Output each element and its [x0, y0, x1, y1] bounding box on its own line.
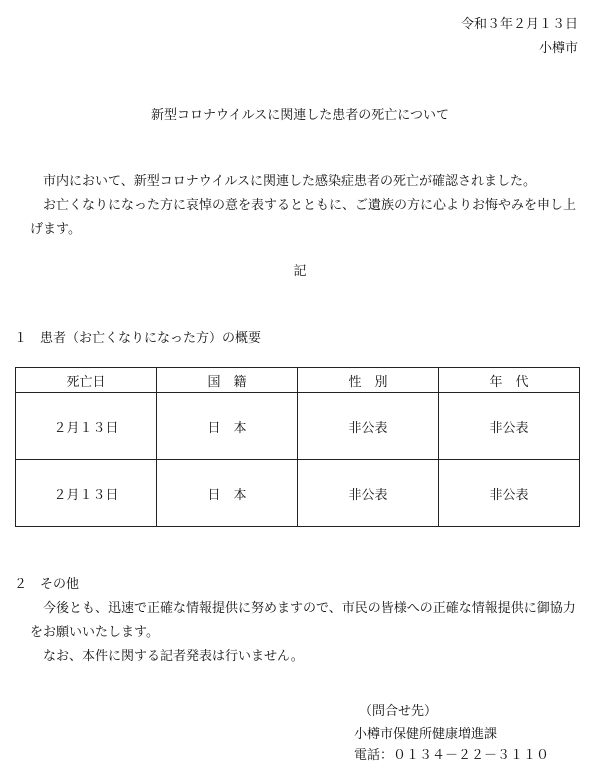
- table-row: [16, 460, 580, 527]
- header-sex: 性 別: [298, 368, 439, 393]
- cell-age-group: 非公表: [439, 393, 580, 460]
- document-title: 新型コロナウイルスに関連した患者の死亡について: [151, 108, 449, 123]
- header-death-date: 死亡日: [16, 368, 157, 393]
- patient-table: [15, 367, 580, 527]
- cell-nationality: 日 本: [157, 460, 298, 527]
- intro-paragraph-2: お亡くなりになった方に哀悼の意を表するとともに、ご遺族の方に心よりお悔やみを申し上げます。: [30, 198, 577, 237]
- document-date: 令和３年２月１３日: [460, 17, 578, 32]
- ki-marker: 記: [293, 264, 307, 279]
- header-nationality: 国 籍: [157, 368, 298, 393]
- issuer-name: 小樽市: [538, 41, 578, 56]
- table-header-row: [16, 368, 580, 393]
- contact-department: 小樽市保健所健康増進課: [354, 727, 498, 742]
- cell-age-group: 非公表: [439, 460, 580, 527]
- contact-label: （問合せ先）: [359, 704, 438, 719]
- cell-death-date: ２月１３日: [16, 393, 157, 460]
- intro-paragraph-1: 市内において、新型コロナウイルスに関連した感染症患者の死亡が確認されました。: [43, 174, 536, 189]
- table-row: [16, 393, 580, 460]
- cell-death-date: ２月１３日: [16, 460, 157, 527]
- cell-sex: 非公表: [298, 393, 439, 460]
- section-1-heading: １ 患者（お亡くなりになった方）の概要: [14, 331, 262, 346]
- section-2-paragraph-1: 今後とも、迅速で正確な情報提供に努めますので、市民の皆様への正確な情報提供に御協力をお願いいたします。: [30, 601, 576, 640]
- section-2-paragraph-2: なお、本件に関する記者発表は行いません。: [43, 649, 304, 664]
- contact-phone: 電話：０１３４－２２－３１１０: [354, 748, 550, 763]
- section-2-heading: ２ その他: [14, 577, 80, 592]
- cell-sex: 非公表: [298, 460, 439, 527]
- header-age-group: 年 代: [439, 368, 580, 393]
- cell-nationality: 日 本: [157, 393, 298, 460]
